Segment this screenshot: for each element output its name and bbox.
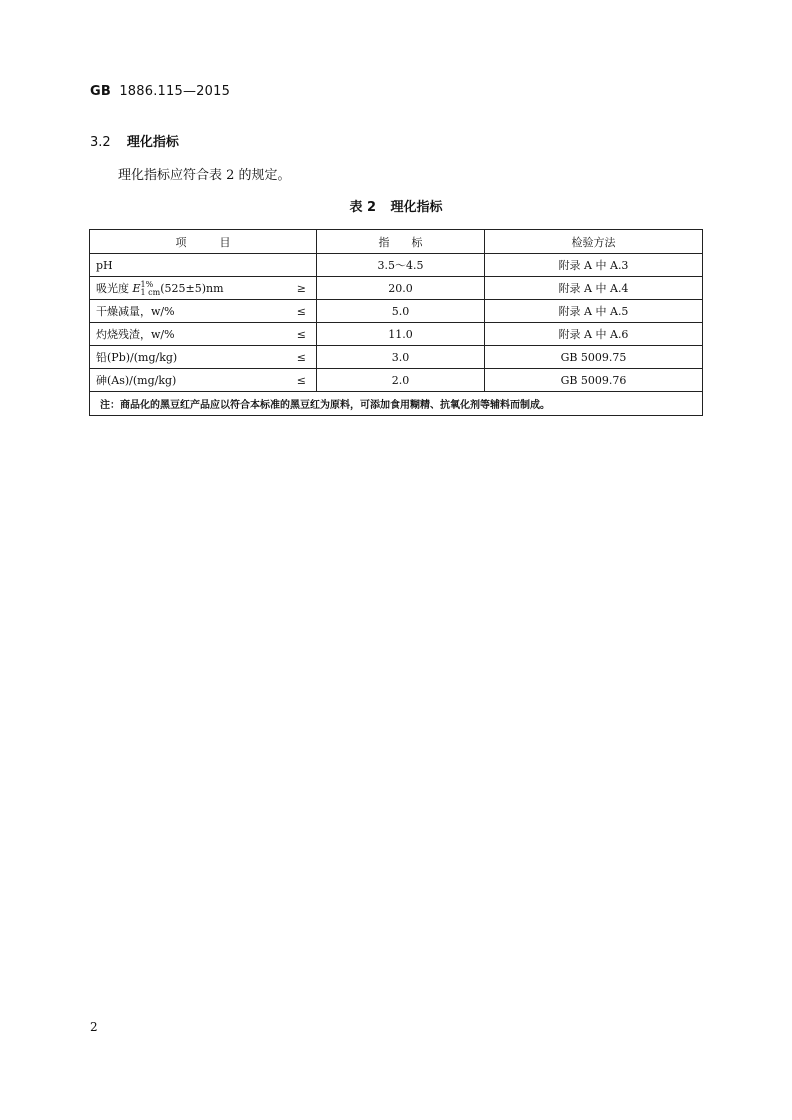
item-label: 铅(Pb)/(mg/kg) [96, 351, 178, 364]
table-caption-title: 理化指标 [390, 200, 443, 215]
index-value: 11.0 [317, 323, 485, 346]
body-paragraph: 理化指标应符合表 2 的规定。 [118, 168, 291, 183]
table-row [90, 277, 703, 300]
document-header [90, 84, 230, 99]
test-method: 附录 A 中 A.6 [485, 323, 703, 346]
item-label: pH [96, 258, 113, 272]
item-operator: ≤ [296, 327, 306, 341]
table-note: 注：商品化的黑豆红产品应以符合本标准的黑豆红为原料，可添加食用糊精、抗氧化剂等辅料而制成。 [90, 392, 703, 416]
table-row [90, 346, 703, 369]
index-value: 2.0 [317, 369, 485, 392]
table-row [90, 300, 703, 323]
standard-prefix: GB [90, 84, 111, 99]
item-operator: ≤ [296, 350, 306, 364]
standard-number: 1886.115—2015 [119, 84, 231, 99]
item-label: 灼烧残渣，w/% [96, 328, 175, 341]
index-value: 3.0 [317, 346, 485, 369]
table-header-row [90, 230, 703, 254]
specification-table [89, 229, 703, 416]
item-cell [90, 277, 317, 300]
item-operator: ≤ [296, 304, 306, 318]
page-number: 2 [90, 1020, 98, 1034]
section-heading [90, 131, 179, 150]
item-operator: ≤ [296, 373, 306, 387]
test-method: 附录 A 中 A.4 [485, 277, 703, 300]
item-cell [90, 300, 317, 323]
item-operator: ≥ [296, 281, 306, 295]
section-title: 理化指标 [126, 135, 179, 150]
table-row [90, 254, 703, 277]
header-item: 项 目 [90, 230, 317, 254]
item-cell [90, 346, 317, 369]
test-method: 附录 A 中 A.3 [485, 254, 703, 277]
section-number: 3.2 [90, 135, 111, 150]
item-label: 吸光度 E 1% 1 cm (525±5)nm [96, 279, 224, 297]
table-caption [0, 196, 792, 215]
table-note-row [90, 392, 703, 416]
item-label: 砷(As)/(mg/kg) [96, 374, 177, 387]
index-value: 3.5～4.5 [317, 254, 485, 277]
item-cell [90, 369, 317, 392]
test-method: GB 5009.76 [485, 369, 703, 392]
header-index: 指 标 [317, 230, 485, 254]
item-cell [90, 323, 317, 346]
index-value: 20.0 [317, 277, 485, 300]
table-row [90, 323, 703, 346]
item-cell [90, 254, 317, 277]
table-caption-number: 表 2 [349, 200, 377, 215]
test-method: 附录 A 中 A.5 [485, 300, 703, 323]
test-method: GB 5009.75 [485, 346, 703, 369]
item-label: 干燥减量，w/% [96, 305, 175, 318]
header-method: 检验方法 [485, 230, 703, 254]
index-value: 5.0 [317, 300, 485, 323]
table-row [90, 369, 703, 392]
